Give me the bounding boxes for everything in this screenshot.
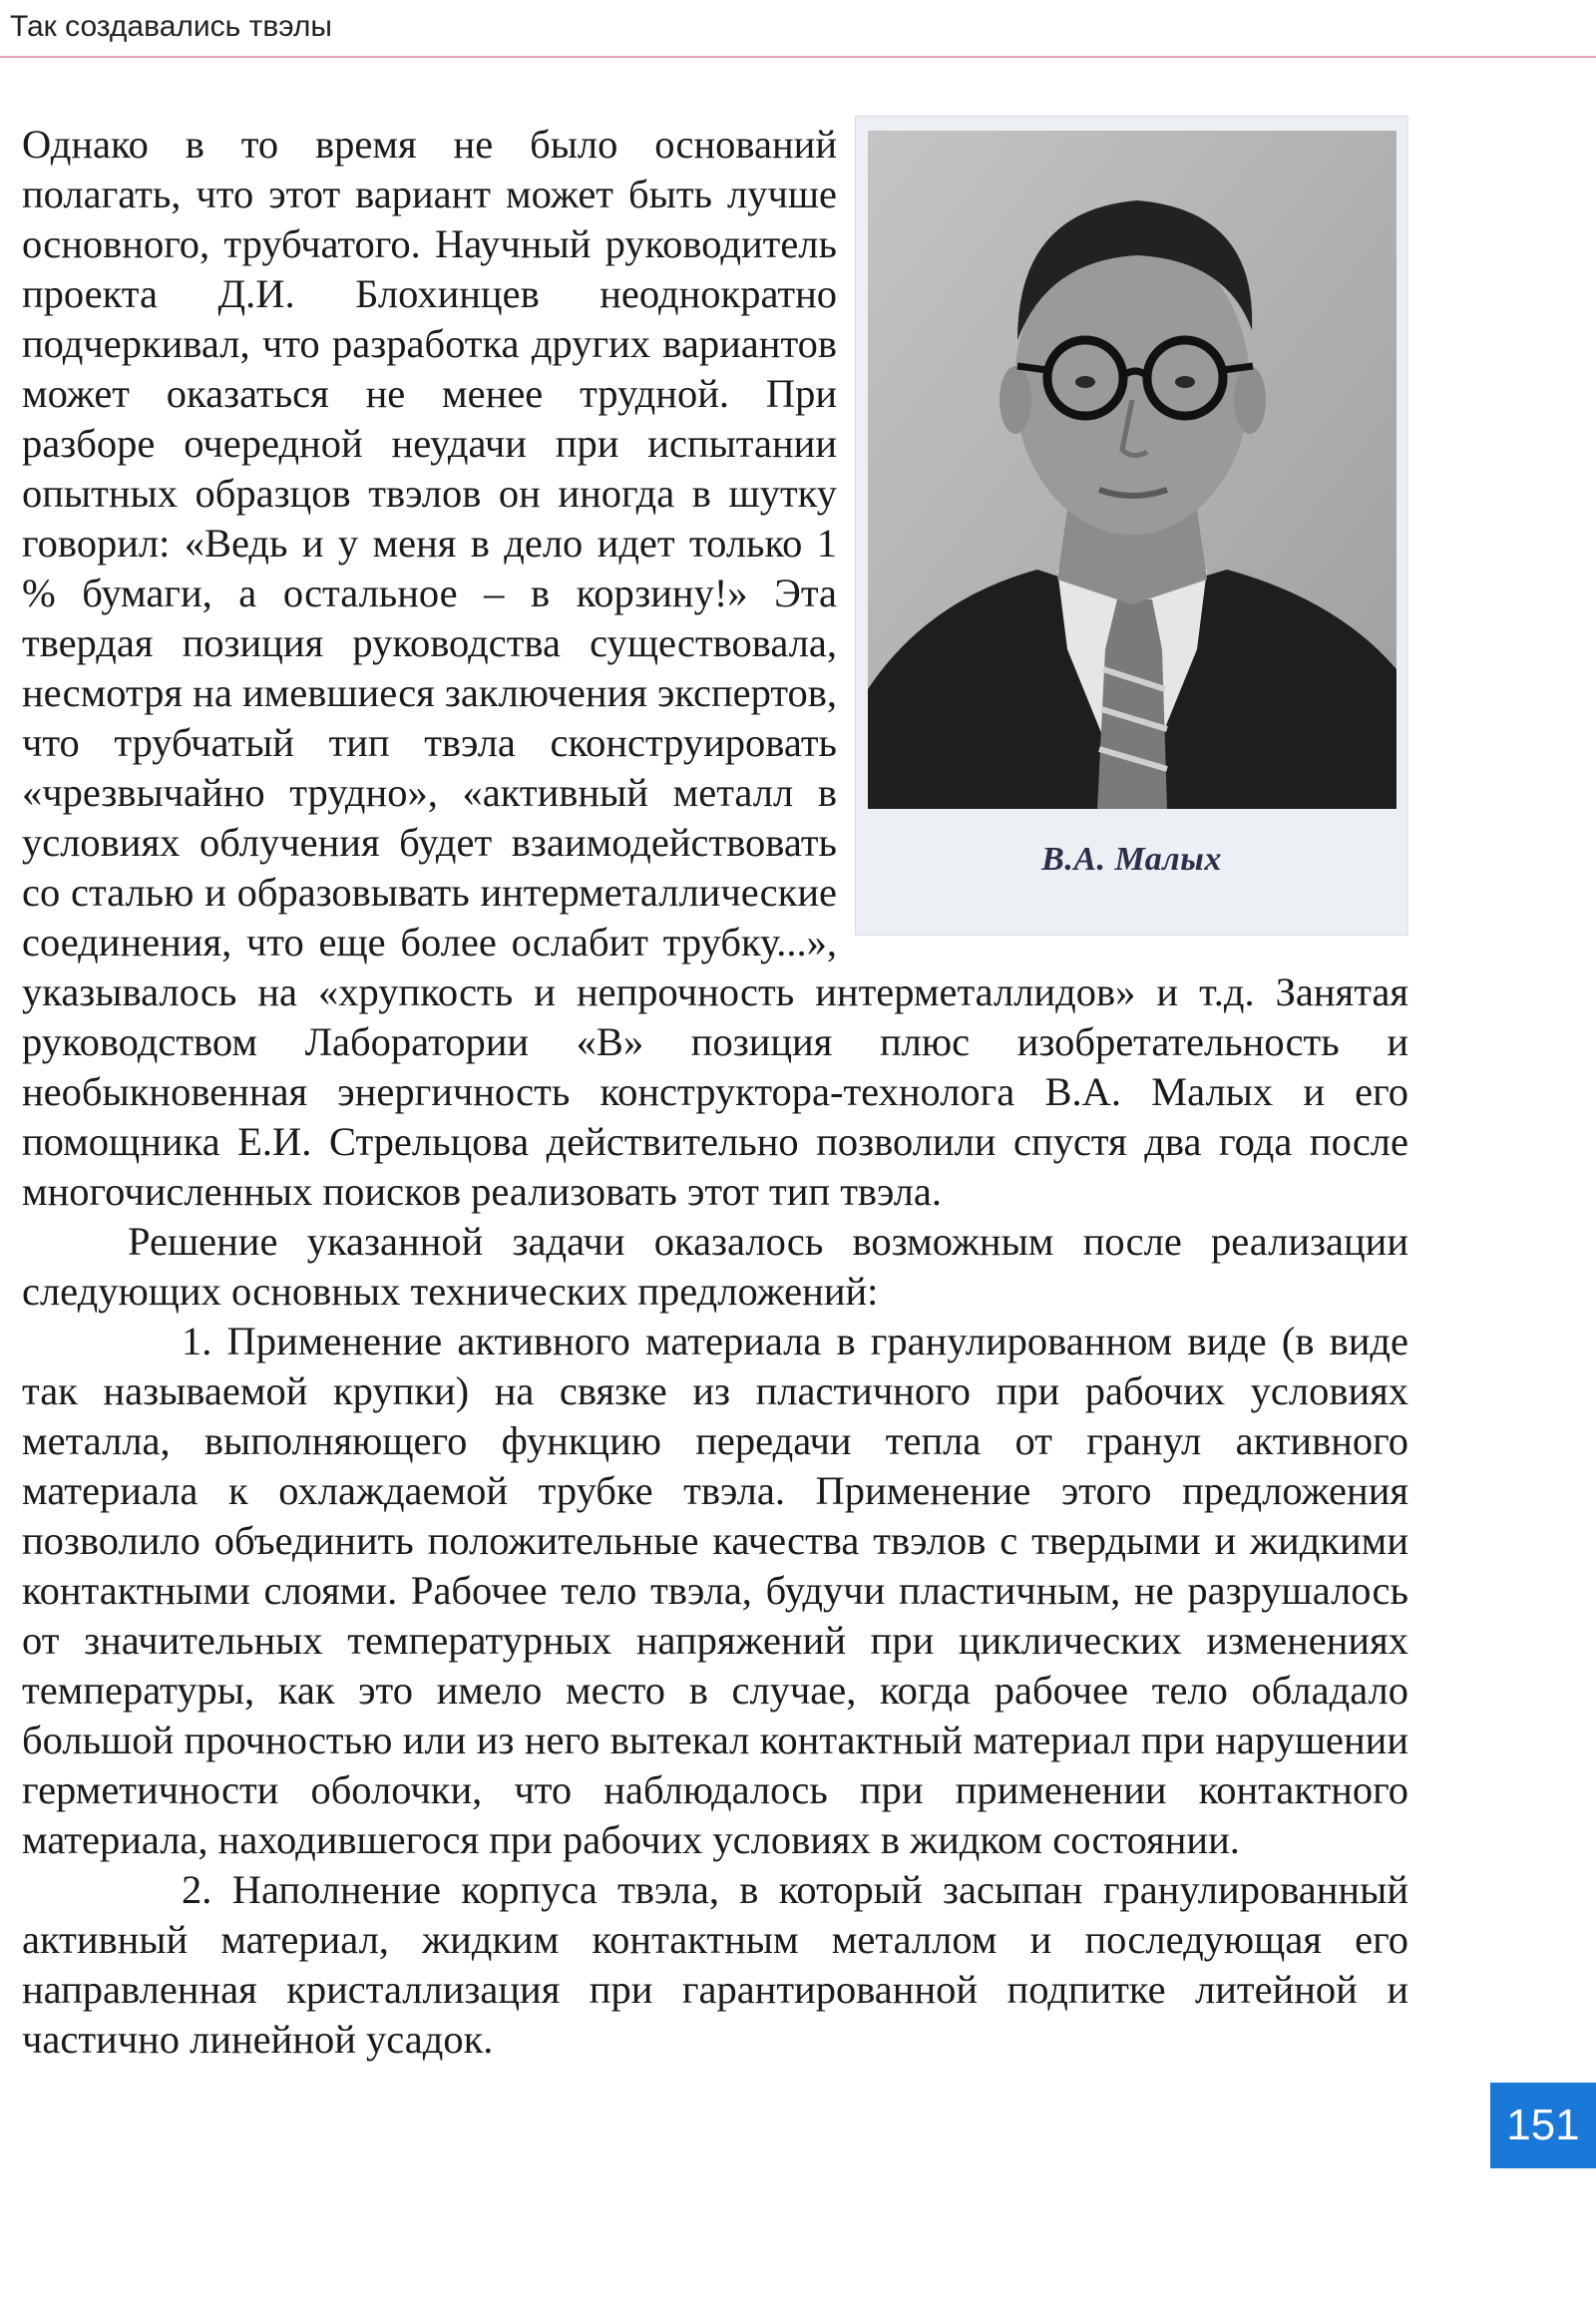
paragraph-2: Решение указанной задачи оказалось возможным после реализации следующих основных технических предложений: xyxy=(22,1219,1408,1314)
portrait-figure xyxy=(855,116,1408,936)
paragraph-1: Однако в то время не было оснований полагать, что этот вариант может быть лучше основного, трубчатого. Научный руководитель проекта Д.И. Блохинцев неоднократно подчеркивал, что разработка других вариантов может оказаться не менее трудной. При разборе очередной неудачи при испытании опытных образцов твэлов он иногда в шутку говорил: «Ведь и у меня в дело идет только 1 % бумаги, а остальное – в корзину!» Эта твердая позиция руководства существовала, несмотря на имевшиеся заключения экспертов, что трубчатый тип твэла сконструировать «чрезвычайно трудно», «активный металл в условиях облучения будет взаимодействовать со сталью и образовывать интерметаллические соединения, что еще более ослабит трубку...», указывалось на «хрупкость и непрочность интерметаллидов» и т.д. Занятая руководством Лаборатории «В» позиция плюс изобретательность и необыкновенная энергичность конструктора-технолога В.А. Малых и его помощника Е.И. Стрельцова действительно позволили спустя два года после многочисленных поисков реализовать этот тип твэла. xyxy=(22,122,1408,1214)
paragraph-3: 1. Применение активного материала в гранулированном виде (в виде так называемой крупки) на связке из пластичного при рабочих условиях металла, выполняющего функцию передачи тепла от гранул активного материала к охлаждаемой трубке твэла. Применение этого предложения позволило объединить положительные качества твэлов с твердыми и жидкими контактными слоями. Рабочее тело твэла, будучи пластичным, не разрушалось от значительных температурных напряжений при циклических изменениях температуры, как это имело место в случае, когда рабочее тело обладало большой прочностью или из него вытекал контактный материал при нарушении герметичности оболочки, что наблюдалось при применении контактного материала, находившегося при рабочих условиях в жидком состоянии. xyxy=(22,1319,1408,1862)
running-header xyxy=(0,0,1596,58)
running-title: Так создавались твэлы xyxy=(10,10,332,43)
article-body xyxy=(22,120,1408,2065)
portrait-photo xyxy=(868,131,1396,809)
portrait-illustration xyxy=(868,131,1396,809)
paragraph-4: 2. Наполнение корпуса твэла, в который засыпан гранулированный активный материал, жидким контактным металлом и последующая его направленная кристаллизация при гарантированной подпитке литейной и частично линейной усадок. xyxy=(22,1867,1408,2062)
figure-caption: В.А. Малых xyxy=(1041,841,1222,878)
page-number-tab: 151 xyxy=(1490,2083,1596,2168)
